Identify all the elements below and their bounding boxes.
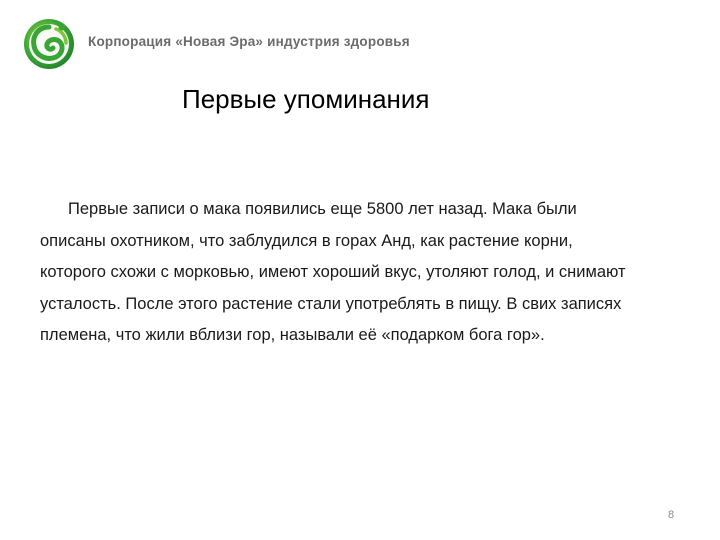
slide-title: Первые упоминания — [182, 84, 430, 114]
paragraph-line: Первые записи о мака появились еще 5800 лет назад. Мака были — [68, 200, 577, 218]
paragraph-line: племена, что жили вблизи гор, называли её «подарком бога гор». — [40, 326, 545, 344]
paragraph-line: которого схожи с морковью, имеют хороший вкус, утоляют голод, и снимают — [40, 263, 626, 281]
logo-swirl-graphic — [22, 17, 76, 71]
company-name: Корпорация «Новая Эра» индустрия здоровья — [88, 34, 410, 49]
page-number: 8 — [668, 509, 675, 521]
paragraph-line: описаны охотником, что заблудился в горах Анд, как растение корни, — [40, 231, 573, 250]
company-logo-icon — [22, 17, 76, 71]
paragraph-line: усталость. После этого растение стали употреблять в пищу. В свих записях — [40, 294, 622, 313]
body-paragraph — [40, 194, 700, 352]
